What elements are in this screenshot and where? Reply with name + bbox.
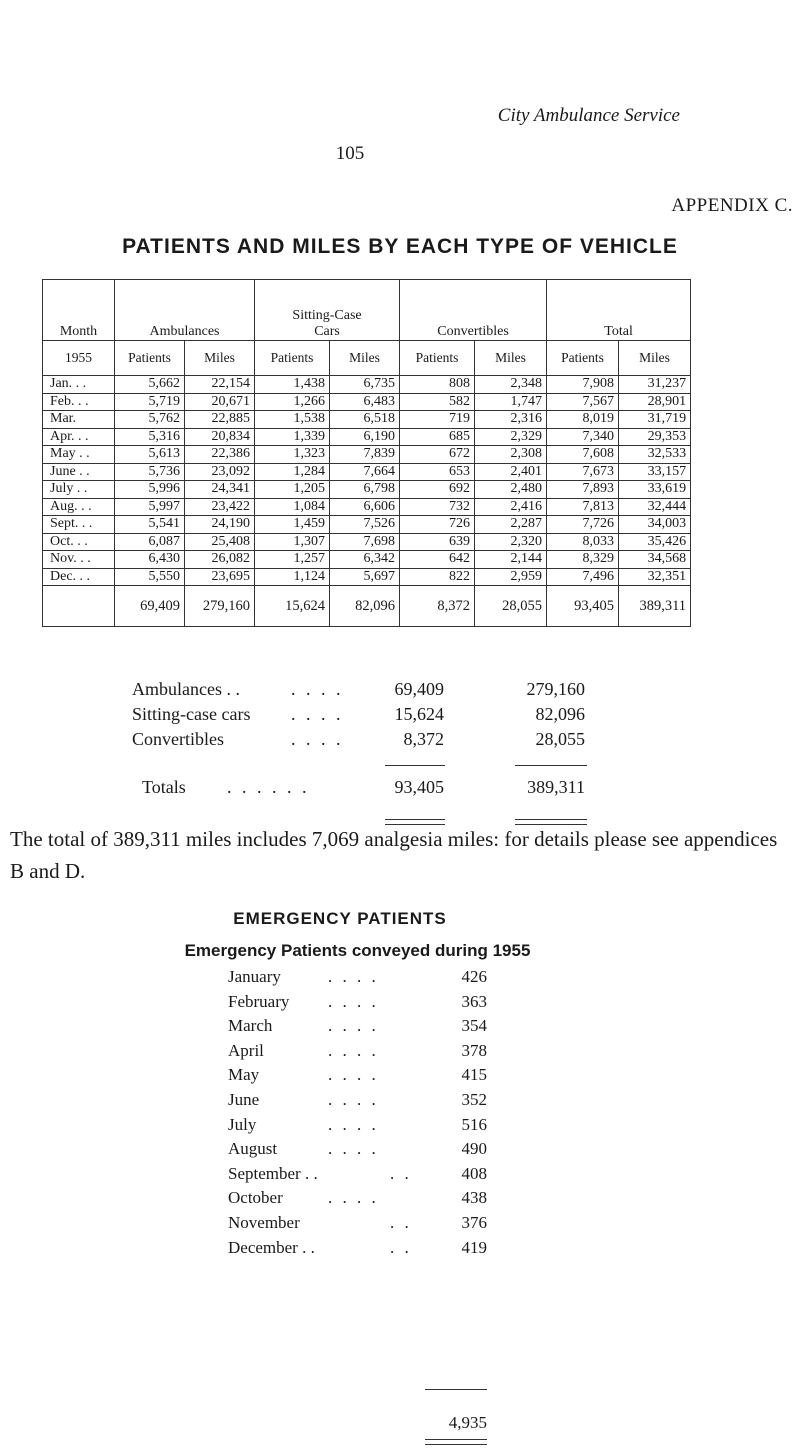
emergency-count: 516 — [461, 1114, 487, 1134]
summary-leader: . . . . — [291, 704, 344, 724]
emergency-month: June — [228, 1089, 260, 1109]
summary-patients: 69,409 — [394, 679, 444, 699]
table-cell: 6,606 — [330, 498, 400, 516]
table-cell: 719 — [400, 411, 475, 429]
table-cell: 822 — [400, 568, 475, 586]
table-cell: 1,538 — [255, 411, 330, 429]
table-cell: 20,671 — [185, 393, 255, 411]
month-cell: Nov. . . — [43, 551, 115, 569]
month-cell: Jan. . . — [43, 376, 115, 394]
emergency-leader: . . . . — [328, 991, 379, 1011]
sub-header: Miles — [619, 341, 691, 376]
table-cell: 2,480 — [475, 481, 547, 499]
appendix-label: APPENDIX C. — [671, 195, 793, 216]
table-row — [43, 411, 691, 429]
table-cell: 642 — [400, 551, 475, 569]
month-cell: June . . — [43, 463, 115, 481]
emergency-count: 490 — [461, 1139, 487, 1159]
emergency-leader: . . . . — [328, 1188, 379, 1208]
emergency-month: January — [228, 967, 281, 986]
table-cell: 20,834 — [185, 428, 255, 446]
emergency-leader: . . . . — [328, 1089, 379, 1109]
table-cell: 23,092 — [185, 463, 255, 481]
emergency-count: 419 — [461, 1237, 487, 1257]
table-cell: 22,386 — [185, 446, 255, 464]
table-cell: 5,541 — [115, 516, 185, 534]
table-cell: 685 — [400, 428, 475, 446]
table-cell: 35,426 — [619, 533, 691, 551]
table-cell: 32,533 — [619, 446, 691, 464]
table-cell: 8,329 — [547, 551, 619, 569]
table-cell: 22,154 — [185, 376, 255, 394]
table-cell: 5,550 — [115, 568, 185, 586]
table-cell: 5,697 — [330, 568, 400, 586]
table-row — [43, 533, 691, 551]
table-cell: 279,160 — [185, 586, 255, 627]
list-item — [228, 965, 528, 990]
emergency-count: 438 — [461, 1188, 487, 1208]
summary-leader: . . . . — [291, 729, 344, 749]
emergency-leader: . . . . — [328, 967, 379, 986]
sub-header: Miles — [330, 341, 400, 376]
emergency-total: 4,935 — [448, 1413, 487, 1432]
summary-label: Sitting-case cars — [132, 704, 251, 724]
table-cell: 2,144 — [475, 551, 547, 569]
summary-row — [132, 727, 632, 752]
emergency-month: October — [228, 1188, 283, 1208]
table-cell: 2,316 — [475, 411, 547, 429]
table-cell: 1,266 — [255, 393, 330, 411]
table-cell: 5,719 — [115, 393, 185, 411]
table-cell: 2,959 — [475, 568, 547, 586]
table-cell: 5,762 — [115, 411, 185, 429]
month-cell: Oct. . . — [43, 533, 115, 551]
emergency-count: 376 — [461, 1212, 487, 1232]
table-cell: 23,695 — [185, 568, 255, 586]
table-totals-row — [43, 586, 691, 627]
summary-total-row — [132, 775, 632, 800]
list-item — [228, 990, 528, 1015]
table-cell: 28,901 — [619, 393, 691, 411]
table-cell: 1,459 — [255, 516, 330, 534]
list-item — [228, 1162, 528, 1187]
list-item — [228, 1063, 528, 1088]
analgesia-note: The total of 389,311 miles includes 7,069 analgesia miles: for details please see appendices B and D. — [10, 827, 778, 883]
emergency-month: September . . — [228, 1163, 318, 1183]
table-row — [43, 498, 691, 516]
table-cell: 6,190 — [330, 428, 400, 446]
table-cell: 7,496 — [547, 568, 619, 586]
emergency-month: February — [228, 991, 290, 1011]
emergency-month: March — [228, 1016, 273, 1036]
table-cell: 2,401 — [475, 463, 547, 481]
vehicle-table — [42, 279, 691, 627]
emergency-leader: . . — [390, 1163, 412, 1183]
header-sitting-case-line1: Sitting-Case — [292, 308, 362, 323]
sub-header: Patients — [255, 341, 330, 376]
emergency-month: August — [228, 1139, 278, 1159]
table-cell: 24,341 — [185, 481, 255, 499]
table-cell: 1,339 — [255, 428, 330, 446]
table-cell: 732 — [400, 498, 475, 516]
table-cell: 582 — [400, 393, 475, 411]
summary-patients: 8,372 — [403, 729, 444, 749]
table-row — [43, 568, 691, 586]
list-item — [228, 1236, 528, 1261]
summary-row — [132, 677, 632, 702]
month-cell: Aug. . . — [43, 498, 115, 516]
header-total: Total — [547, 280, 691, 341]
table-cell: 7,893 — [547, 481, 619, 499]
emergency-count: 354 — [461, 1016, 487, 1036]
table-cell: 34,568 — [619, 551, 691, 569]
summary-total-patients: 93,405 — [394, 777, 444, 797]
month-cell: May . . — [43, 446, 115, 464]
emergency-double-rule — [425, 1439, 487, 1445]
table-cell: 69,409 — [115, 586, 185, 627]
summary-miles: 82,096 — [535, 704, 585, 724]
sub-header: Patients — [547, 341, 619, 376]
table-cell: 1,124 — [255, 568, 330, 586]
list-item — [228, 1137, 528, 1162]
table-row — [43, 516, 691, 534]
summary-leader: . . . . . . — [227, 777, 310, 797]
list-item — [228, 1186, 528, 1211]
table-cell: 2,348 — [475, 376, 547, 394]
summary-patients: 15,624 — [394, 704, 444, 724]
table-cell: 33,157 — [619, 463, 691, 481]
summary-miles: 279,160 — [526, 679, 585, 699]
month-cell: Apr. . . — [43, 428, 115, 446]
table-cell: 93,405 — [547, 586, 619, 627]
table-cell: 7,726 — [547, 516, 619, 534]
emergency-count: 415 — [461, 1065, 487, 1085]
month-cell: Mar. — [43, 411, 115, 429]
table-cell: 22,885 — [185, 411, 255, 429]
month-cell: Sept. . . — [43, 516, 115, 534]
emergency-total-rule — [425, 1389, 487, 1390]
table-cell: 6,430 — [115, 551, 185, 569]
table-cell: 26,082 — [185, 551, 255, 569]
table-row — [43, 481, 691, 499]
table-row — [43, 551, 691, 569]
table-cell: 5,736 — [115, 463, 185, 481]
emergency-leader: . . . . — [328, 1016, 379, 1036]
summary-block — [132, 677, 632, 800]
sub-header: Patients — [115, 341, 185, 376]
running-head: City Ambulance Service — [497, 105, 680, 126]
summary-rule-miles — [515, 765, 587, 766]
emergency-month: December . . — [228, 1237, 315, 1257]
month-cell: July . . — [43, 481, 115, 499]
table-cell: 2,329 — [475, 428, 547, 446]
table-cell: 5,613 — [115, 446, 185, 464]
summary-row — [132, 702, 632, 727]
summary-total-miles: 389,311 — [527, 777, 585, 797]
list-item — [228, 1039, 528, 1064]
group-header-row — [43, 280, 691, 341]
table-row — [43, 463, 691, 481]
list-item — [228, 1211, 528, 1236]
table-cell: 7,608 — [547, 446, 619, 464]
table-cell: 7,908 — [547, 376, 619, 394]
emergency-leader: . . . . — [328, 1114, 379, 1134]
table-row — [43, 393, 691, 411]
sub-header: Miles — [475, 341, 547, 376]
emergency-heading: EMERGENCY PATIENTS — [233, 909, 447, 928]
emergency-leader: . . . . — [328, 1040, 379, 1060]
vehicle-table-body — [43, 376, 691, 586]
emergency-leader: . . — [390, 1212, 412, 1232]
table-cell: 7,664 — [330, 463, 400, 481]
table-cell: 7,673 — [547, 463, 619, 481]
table-cell: 1,307 — [255, 533, 330, 551]
emergency-count: 408 — [461, 1163, 487, 1183]
table-cell: 2,308 — [475, 446, 547, 464]
table-cell: 6,798 — [330, 481, 400, 499]
table-cell: 34,003 — [619, 516, 691, 534]
table-cell: 1,205 — [255, 481, 330, 499]
table-cell: 7,698 — [330, 533, 400, 551]
header-ambulances: Ambulances — [115, 280, 255, 341]
table-cell: 389,311 — [619, 586, 691, 627]
table-cell: 2,416 — [475, 498, 547, 516]
emergency-count: 363 — [461, 991, 487, 1011]
list-item — [228, 1014, 528, 1039]
table-cell: 6,342 — [330, 551, 400, 569]
table-cell: 5,662 — [115, 376, 185, 394]
list-item — [228, 1113, 528, 1138]
table-cell: 25,408 — [185, 533, 255, 551]
table-cell: 8,372 — [400, 586, 475, 627]
table-cell: 28,055 — [475, 586, 547, 627]
table-cell: 15,624 — [255, 586, 330, 627]
table-cell: 5,997 — [115, 498, 185, 516]
table-cell: 31,237 — [619, 376, 691, 394]
table-cell: 1,257 — [255, 551, 330, 569]
table-cell: 726 — [400, 516, 475, 534]
table-cell: 1,438 — [255, 376, 330, 394]
table-cell: 1,323 — [255, 446, 330, 464]
emergency-list — [228, 965, 528, 1260]
table-cell: 7,526 — [330, 516, 400, 534]
emergency-month: April — [228, 1040, 264, 1060]
header-year: 1955 — [43, 341, 115, 376]
table-row — [43, 376, 691, 394]
table-cell: 1,084 — [255, 498, 330, 516]
table-cell: 24,190 — [185, 516, 255, 534]
month-cell: Dec. . . — [43, 568, 115, 586]
header-sitting-case-line2: Cars — [314, 324, 340, 339]
table-cell: 8,019 — [547, 411, 619, 429]
emergency-count: 352 — [461, 1089, 487, 1109]
emergency-subheading: Emergency Patients conveyed during 1955 — [184, 941, 531, 960]
table-cell: 653 — [400, 463, 475, 481]
table-cell: 6,087 — [115, 533, 185, 551]
table-cell: 32,351 — [619, 568, 691, 586]
emergency-month: July — [228, 1114, 257, 1134]
page-number: 105 — [335, 143, 365, 164]
table-cell: 2,320 — [475, 533, 547, 551]
table-cell: 692 — [400, 481, 475, 499]
emergency-leader: . . . . — [328, 1139, 379, 1159]
table-cell: 639 — [400, 533, 475, 551]
table-cell: 5,996 — [115, 481, 185, 499]
table-cell — [43, 586, 115, 627]
table-cell: 6,483 — [330, 393, 400, 411]
table-cell: 7,567 — [547, 393, 619, 411]
summary-leader: . . . . — [291, 679, 344, 699]
sub-header: Miles — [185, 341, 255, 376]
table-cell: 1,747 — [475, 393, 547, 411]
emergency-leader: . . — [390, 1237, 412, 1257]
table-cell: 31,719 — [619, 411, 691, 429]
table-cell: 23,422 — [185, 498, 255, 516]
summary-label: Convertibles — [132, 729, 224, 749]
header-sitting-case-cars — [255, 280, 400, 341]
emergency-count: 378 — [461, 1040, 487, 1060]
table-cell: 82,096 — [330, 586, 400, 627]
table-row — [43, 446, 691, 464]
header-month: Month — [43, 280, 115, 341]
summary-label: Ambulances . . — [132, 679, 240, 699]
emergency-count: 426 — [461, 967, 487, 986]
table-cell: 32,444 — [619, 498, 691, 516]
sub-header: Patients — [400, 341, 475, 376]
list-item — [228, 1088, 528, 1113]
table-cell: 5,316 — [115, 428, 185, 446]
table-cell: 808 — [400, 376, 475, 394]
header-convertibles: Convertibles — [400, 280, 547, 341]
table-cell: 33,619 — [619, 481, 691, 499]
table-cell: 672 — [400, 446, 475, 464]
table-cell: 1,284 — [255, 463, 330, 481]
table-cell: 29,353 — [619, 428, 691, 446]
table-row — [43, 428, 691, 446]
sub-header-row — [43, 341, 691, 376]
table-cell: 6,518 — [330, 411, 400, 429]
emergency-leader: . . . . — [328, 1065, 379, 1085]
table-cell: 7,813 — [547, 498, 619, 516]
summary-rule-patients — [385, 765, 445, 766]
page-title: PATIENTS AND MILES BY EACH TYPE OF VEHICLE — [122, 235, 678, 258]
summary-total-label: Totals — [142, 777, 186, 797]
month-cell: Feb. . . — [43, 393, 115, 411]
emergency-month: May — [228, 1065, 260, 1085]
emergency-month: November — [228, 1212, 300, 1232]
table-cell: 7,340 — [547, 428, 619, 446]
table-cell: 8,033 — [547, 533, 619, 551]
table-cell: 2,287 — [475, 516, 547, 534]
table-cell: 7,839 — [330, 446, 400, 464]
summary-miles: 28,055 — [535, 729, 585, 749]
table-cell: 6,735 — [330, 376, 400, 394]
